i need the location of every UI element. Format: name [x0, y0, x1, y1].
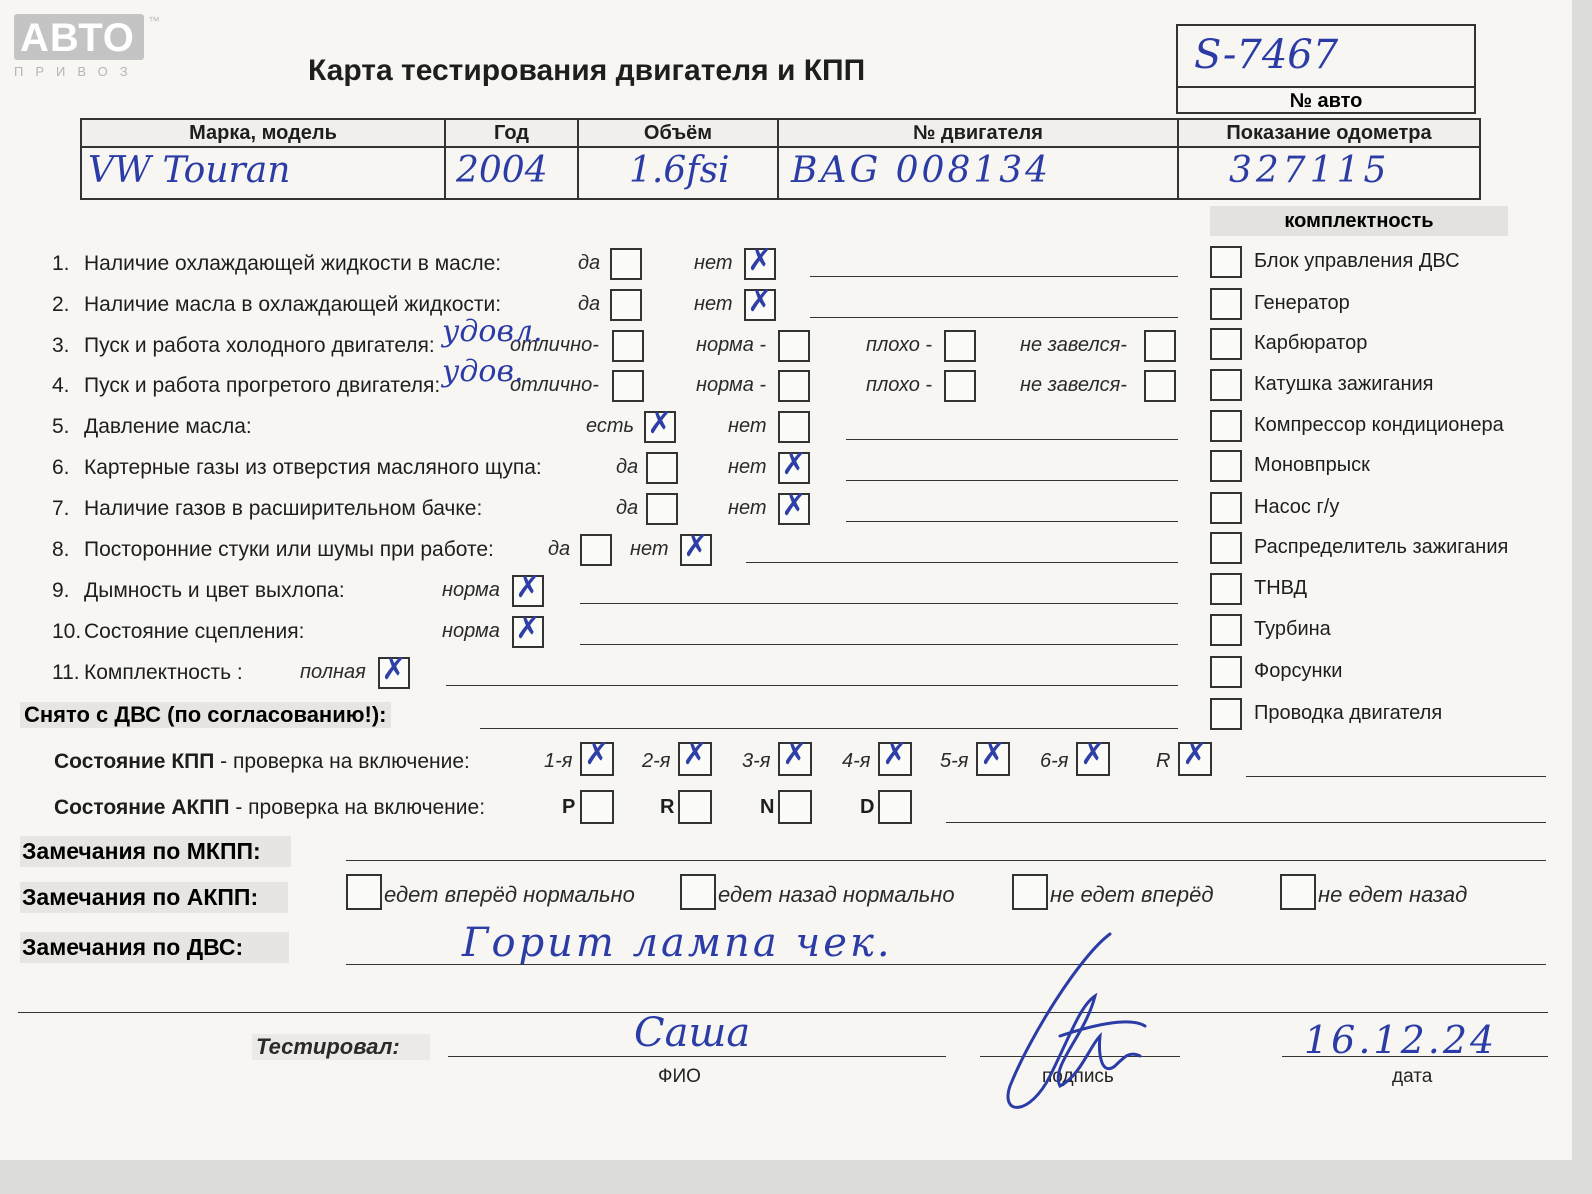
completeness-checkbox-7[interactable]	[1210, 532, 1242, 564]
logo-trademark: ™	[148, 14, 160, 28]
logo-main-text: АВТО	[20, 16, 135, 60]
check-mark: ✗	[682, 737, 708, 772]
test-date: 16.12.24	[1304, 1018, 1498, 1062]
check-7-option-1: да	[616, 497, 639, 519]
date-line	[1282, 1056, 1548, 1057]
check-4-option-box-1[interactable]	[778, 370, 810, 402]
check-1-option-1: да	[578, 252, 601, 274]
check-text-7: Наличие газов в расширительном бачке:	[84, 497, 483, 520]
check-8-option-1: да	[548, 538, 571, 560]
check-text-6: Картерные газы из отверстия масляного щупа:	[84, 456, 542, 479]
akpp-mode-box-3[interactable]	[878, 790, 912, 824]
auto-number-value: S-7467	[1194, 32, 1339, 78]
completeness-checkbox-0[interactable]	[1210, 246, 1242, 278]
completeness-checkbox-5[interactable]	[1210, 450, 1242, 482]
completeness-item-0: Блок управления ДВС	[1254, 250, 1460, 272]
check-1-line	[810, 276, 1178, 277]
check-mark: ✗	[515, 570, 541, 605]
check-3-option-1: норма -	[696, 334, 767, 356]
check-mark: ✗	[584, 737, 610, 772]
logo	[14, 14, 160, 79]
check-4-option-1: норма -	[696, 374, 767, 396]
check-4-option-box-3[interactable]	[1144, 370, 1176, 402]
akpp-mode-label-0: P	[562, 796, 576, 818]
check-6-box-2[interactable]	[778, 447, 810, 484]
completeness-checkbox-9[interactable]	[1210, 614, 1242, 646]
remarks-dvs-label: Замечания по ДВС:	[20, 932, 289, 963]
akpp-line	[946, 822, 1546, 823]
completeness-item-2: Карбюратор	[1254, 332, 1368, 354]
check-number-11: 11.	[52, 661, 80, 684]
check-7-option-2: нет	[728, 497, 767, 519]
check-1-option-2: нет	[694, 252, 733, 274]
kpp-gear-label-3: 4-я	[842, 750, 871, 772]
kpp-label-bold: Состояние КПП	[54, 750, 215, 773]
remarks-extra-line	[18, 1012, 1548, 1013]
remarks-dvs-line	[346, 964, 1546, 965]
completeness-checkbox-11[interactable]	[1210, 698, 1242, 730]
check-11-option-1: полная	[300, 661, 366, 683]
akpp-mode-label-1: R	[660, 796, 675, 818]
check-mark: ✗	[1080, 737, 1106, 772]
check-2-option-1: да	[578, 293, 601, 315]
check-11-box-1[interactable]	[378, 652, 410, 689]
check-5-box-2[interactable]	[778, 411, 810, 443]
completeness-item-10: Форсунки	[1254, 660, 1343, 682]
check-mark: ✗	[781, 447, 807, 482]
kpp-gear-label-1: 2-я	[642, 750, 671, 772]
check-4-option-box-0[interactable]	[612, 370, 644, 402]
akpp-remark-box-0[interactable]	[346, 874, 382, 910]
check-11-line	[446, 685, 1178, 686]
check-7-box-1[interactable]	[646, 493, 678, 525]
check-6-line	[846, 480, 1178, 481]
completeness-item-1: Генератор	[1254, 292, 1350, 314]
kpp-gear-box-0[interactable]	[580, 737, 614, 776]
akpp-mode-box-2[interactable]	[778, 790, 812, 824]
check-text-3: Пуск и работа холодного двигателя:	[84, 334, 435, 357]
auto-number-box	[1176, 24, 1476, 114]
value-model: VW Touran	[88, 150, 291, 191]
check-2-option-2: нет	[694, 293, 733, 315]
completeness-checkbox-4[interactable]	[1210, 410, 1242, 442]
check-text-2: Наличие масла в охлаждающей жидкости:	[84, 293, 502, 316]
check-mark: ✗	[882, 737, 908, 772]
check-4-note: удов.	[442, 354, 524, 389]
auto-number-label: № авто	[1289, 90, 1363, 112]
check-text-9: Дымность и цвет выхлопа:	[84, 579, 345, 602]
completeness-checkbox-1[interactable]	[1210, 288, 1242, 320]
kpp-gear-label-6: R	[1156, 750, 1171, 772]
check-7-line	[846, 521, 1178, 522]
kpp-gear-box-4[interactable]	[976, 737, 1010, 776]
check-4-option-0: отлично-	[510, 374, 599, 396]
check-8-box-1[interactable]	[580, 534, 612, 566]
value-engine-no: BAG 008134	[791, 150, 1052, 191]
check-4-option-3: не завелся-	[1020, 374, 1127, 396]
check-10-box-1[interactable]	[512, 611, 544, 648]
value-year: 2004	[456, 150, 548, 191]
completeness-checkbox-10[interactable]	[1210, 656, 1242, 688]
col-header-odometer: Показание одометра	[1178, 119, 1480, 147]
check-text-1: Наличие охлаждающей жидкости в масле:	[84, 252, 502, 275]
date-caption: дата	[1392, 1066, 1433, 1087]
check-mark: ✗	[747, 284, 773, 319]
col-header-volume: Объём	[578, 119, 778, 147]
check-2-box-1[interactable]	[610, 289, 642, 321]
col-header-engine-no: № двигателя	[778, 119, 1178, 147]
check-3-option-2: плохо -	[866, 334, 933, 356]
akpp-remark-box-1[interactable]	[680, 874, 716, 910]
check-3-note: удовл.	[442, 314, 543, 349]
check-mark: ✗	[1182, 737, 1208, 772]
completeness-item-4: Компрессор кондиционера	[1254, 414, 1504, 436]
check-number-7: 7.	[52, 497, 70, 520]
value-volume: 1.6fsi	[629, 150, 730, 191]
check-3-option-0: отлично-	[510, 334, 599, 356]
col-header-year: Год	[445, 119, 578, 147]
completeness-title: комплектность	[1210, 206, 1508, 236]
akpp-label-bold: Состояние АКПП	[54, 796, 230, 819]
akpp-remark-box-2[interactable]	[1012, 874, 1048, 910]
akpp-remark-box-3[interactable]	[1280, 874, 1316, 910]
akpp-label-rest: - проверка на включение:	[229, 796, 486, 819]
check-3-option-box-0[interactable]	[612, 330, 644, 362]
value-odometer: 327115	[1229, 150, 1391, 191]
kpp-label-rest: - проверка на включение:	[214, 750, 470, 773]
check-4-option-2: плохо -	[866, 374, 933, 396]
akpp-mode-box-1[interactable]	[678, 790, 712, 824]
kpp-gear-label-4: 5-я	[940, 750, 969, 772]
check-9-option-1: норма	[442, 579, 500, 601]
check-5-option-1: есть	[586, 415, 635, 437]
check-1-box-2[interactable]	[744, 243, 776, 280]
kpp-gear-box-5[interactable]	[1076, 737, 1110, 776]
check-mark: ✗	[782, 737, 808, 772]
removed-line	[480, 728, 1178, 729]
check-6-box-1[interactable]	[646, 452, 678, 484]
completeness-checkbox-6[interactable]	[1210, 492, 1242, 524]
completeness-item-5: Моновпрыск	[1254, 454, 1370, 476]
check-mark: ✗	[647, 406, 673, 441]
check-number-3: 3.	[52, 334, 70, 357]
check-text-5: Давление масла:	[84, 415, 252, 438]
tester-name: Саша	[634, 1010, 751, 1056]
akpp-mode-label-3: D	[860, 796, 875, 818]
check-mark: ✗	[781, 488, 807, 523]
check-number-4: 4.	[52, 374, 70, 397]
remarks-dvs-value: Горит лампа чек.	[462, 920, 893, 966]
akpp-remark-option-0: едет вперёд нормально	[384, 882, 635, 907]
kpp-gear-box-3[interactable]	[878, 737, 912, 776]
signature-caption: подпись	[1042, 1066, 1114, 1087]
check-3-option-box-2[interactable]	[944, 330, 976, 362]
check-3-option-box-3[interactable]	[1144, 330, 1176, 362]
check-mark: ✗	[747, 243, 773, 278]
check-8-line	[746, 562, 1178, 563]
kpp-gear-label-5: 6-я	[1040, 750, 1069, 772]
check-mark: ✗	[980, 737, 1006, 772]
completeness-item-3: Катушка зажигания	[1254, 373, 1434, 395]
removed-label: Снято с ДВС (по согласованию!):	[20, 702, 391, 728]
check-text-4: Пуск и работа прогретого двигателя:	[84, 374, 441, 397]
check-number-8: 8.	[52, 538, 70, 561]
kpp-gear-label-2: 3-я	[742, 750, 771, 772]
check-6-option-1: да	[616, 456, 639, 478]
completeness-item-11: Проводка двигателя	[1254, 702, 1443, 724]
signature-image	[990, 926, 1170, 1116]
check-1-box-1[interactable]	[610, 248, 642, 280]
remarks-mkpp-label: Замечания по МКПП:	[20, 836, 291, 867]
check-5-box-1[interactable]	[644, 406, 676, 443]
check-number-10: 10.	[52, 620, 82, 643]
kpp-gear-label-0: 1-я	[544, 750, 573, 772]
check-2-line	[810, 317, 1178, 318]
kpp-gear-box-6[interactable]	[1178, 737, 1212, 776]
check-2-box-2[interactable]	[744, 284, 776, 321]
check-8-option-2: нет	[630, 538, 669, 560]
kpp-label	[54, 750, 470, 774]
remarks-mkpp-line	[346, 860, 1546, 861]
name-line	[448, 1056, 946, 1057]
name-caption: ФИО	[658, 1066, 701, 1087]
check-6-option-2: нет	[728, 456, 767, 478]
completeness-checkbox-2[interactable]	[1210, 328, 1242, 360]
check-9-box-1[interactable]	[512, 570, 544, 607]
check-7-box-2[interactable]	[778, 488, 810, 525]
check-number-6: 6.	[52, 456, 70, 479]
check-text-11: Комплектность :	[84, 661, 243, 684]
col-header-model: Марка, модель	[81, 119, 445, 147]
check-mark: ✗	[515, 611, 541, 646]
check-number-9: 9.	[52, 579, 70, 602]
check-5-option-2: нет	[728, 415, 767, 437]
check-10-line	[580, 644, 1178, 645]
remarks-akpp-label: Замечания по АКПП:	[20, 882, 288, 913]
check-mark: ✗	[381, 652, 407, 687]
check-3-option-3: не завелся-	[1020, 334, 1127, 356]
page-title: Карта тестирования двигателя и КПП	[308, 54, 866, 87]
completeness-item-7: Распределитель зажигания	[1254, 536, 1509, 558]
check-text-10: Состояние сцепления:	[84, 620, 305, 643]
logo-sub-text: ПРИВОЗ	[14, 64, 140, 79]
check-10-option-1: норма	[442, 620, 500, 642]
check-text-8: Посторонние стуки или шумы при работе:	[84, 538, 494, 561]
check-5-line	[846, 439, 1178, 440]
completeness-item-8: ТНВД	[1254, 577, 1308, 599]
akpp-remark-option-2: не едет вперёд	[1050, 882, 1214, 907]
check-9-line	[580, 603, 1178, 604]
kpp-gear-box-2[interactable]	[778, 737, 812, 776]
check-3-option-box-1[interactable]	[778, 330, 810, 362]
completeness-item-6: Насос г/у	[1254, 496, 1340, 518]
kpp-line	[1246, 776, 1546, 777]
check-4-option-box-2[interactable]	[944, 370, 976, 402]
check-mark: ✗	[683, 529, 709, 564]
vehicle-header-table	[80, 118, 1481, 200]
akpp-mode-label-2: N	[760, 796, 775, 818]
check-number-2: 2.	[52, 293, 70, 316]
akpp-remark-option-1: едет назад нормально	[718, 882, 955, 907]
kpp-gear-box-1[interactable]	[678, 737, 712, 776]
completeness-checkbox-8[interactable]	[1210, 573, 1242, 605]
akpp-mode-box-0[interactable]	[580, 790, 614, 824]
completeness-checkbox-3[interactable]	[1210, 369, 1242, 401]
tested-by-label: Тестировал:	[252, 1034, 430, 1060]
check-number-1: 1.	[52, 252, 70, 275]
check-8-box-2[interactable]	[680, 529, 712, 566]
akpp-label	[54, 796, 485, 820]
check-number-5: 5.	[52, 415, 70, 438]
completeness-item-9: Турбина	[1254, 618, 1331, 640]
akpp-remark-option-3: не едет назад	[1318, 882, 1468, 907]
